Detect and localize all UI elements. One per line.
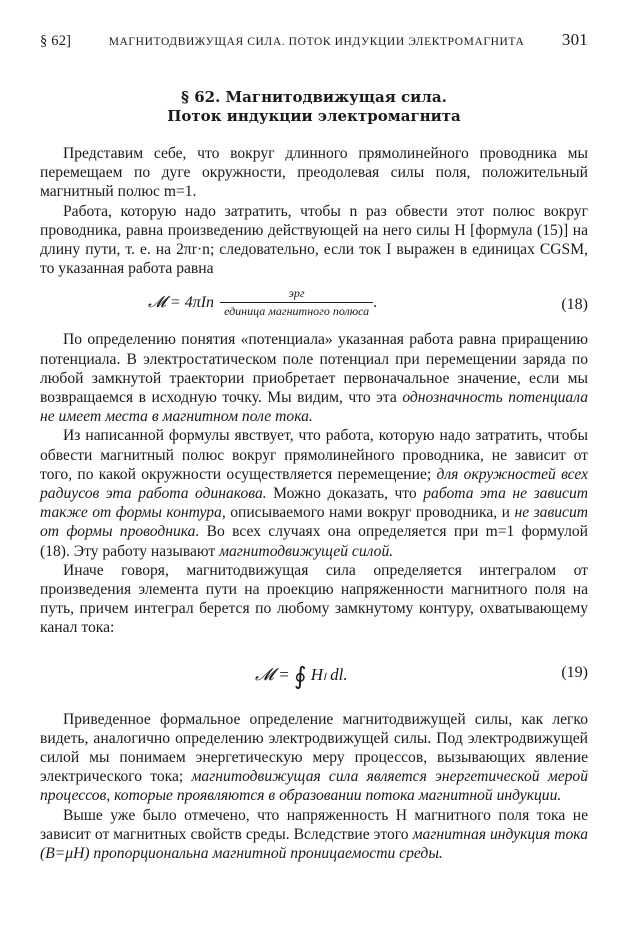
running-head-title: МАГНИТОДВИЖУЩАЯ СИЛА. ПОТОК ИНДУКЦИИ ЭЛЕКТРОМАГНИТА	[108, 36, 525, 48]
paragraph-1: Представим себе, что вокруг длинного прямолинейного проводника мы перемещаем по дуге окружности, преодолевая силы поля, положительный магнитный полюс m=1.	[40, 145, 588, 201]
paragraph-6	[40, 710, 588, 806]
paragraph-3	[40, 330, 588, 426]
paragraph-4-italic-4: магнитодвижущей силой.	[219, 542, 394, 560]
equation-19-rhs: Hₗ dl.	[306, 664, 348, 684]
paragraph-3-italic: однозначность потенциала не имеет места в магнитном поле тока.	[40, 389, 588, 426]
paragraph-4-italic-2: работа эта не зависит также от формы контура,	[40, 485, 588, 522]
paragraph-4	[40, 426, 588, 560]
paragraph-4-text-a: Из написанной формулы явствует, что работа, которую надо затратить, чтобы обвести магнитный полюс вокруг прямолинейного проводника, не зависит от того, по какой окружности осуществляется перемещение;	[40, 427, 588, 483]
paragraph-4-text-b: Можно доказать, что	[266, 485, 424, 503]
equation-18-fraction	[220, 286, 373, 319]
equation-19-lhs: 𝓜 =	[255, 664, 295, 684]
equation-18-lhs: 𝓜 = 4πIn	[148, 293, 215, 311]
paragraph-5: Иначе говоря, магнитодвижущая сила определяется интегралом от произведения элемента пути на проекцию напряженности магнитного поля на путь, причем интеграл берется по любому замкнутому контуру, охватывающему канал тока:	[40, 561, 588, 637]
equation-18-tail: .	[373, 293, 378, 311]
equation-18-numerator: эрг	[288, 286, 305, 301]
paragraph-3-text: По определению понятия «потенциала» указанная работа равна приращению потенциала. В электростатическом поле потенциал при перемещении заряда по любой замкнутой траектории приобретает первоначальное значение, если мы возвращаемся в исходную точку. Мы видим, что эта	[40, 331, 588, 407]
paragraph-4-italic-3: не зависит от формы проводника.	[40, 504, 589, 541]
book-page	[40, 30, 588, 863]
paragraph-4-text-d: Во всех случаях она определяется при m=1 формулой (18). Эту работу называют	[40, 523, 588, 560]
equation-18-denominator: единица магнитного полюса	[220, 302, 373, 319]
equation-19-label: (19)	[561, 663, 588, 681]
equation-19	[40, 638, 588, 710]
paragraph-7-text: Выше уже было отмечено, что напряженность H магнитного поля тока не зависит от магнитных свойств среды. Вследствие этого	[40, 806, 588, 843]
paragraph-4-text-c: описываемого нами вокруг проводника, и	[225, 504, 515, 522]
equation-18-label: (18)	[561, 296, 588, 314]
paragraph-4-italic-1: для окружностей всех радиусов эта работа одинакова.	[40, 465, 588, 503]
paragraph-6-text: Приведенное формальное определение магнитодвижущей силы, как легко видеть, аналогично определению электродвижущей силы. Под электродвижущей силой мы понимаем энергетическую меру процессов, вызывающих явление электрического тока;	[40, 710, 588, 786]
paragraph-6-italic: магнитодвижущая сила является энергетической мерой процессов, которые проявляются в образовании потока магнитной индукции.	[40, 768, 589, 805]
section-heading-line2: Поток индукции электромагнита	[167, 107, 461, 125]
running-head-section: § 62]	[40, 33, 72, 49]
paragraph-2: Работа, которую надо затратить, чтобы n раз обвести этот полюс вокруг проводника, равна произведению действующей на него силы H [формула (15)] на длину пути, т. е. на 2πr·n; следовательно, если ток I выражен в единицах CGSM, то указанная работа равна	[40, 202, 588, 278]
section-heading-line1: § 62. Магнитодвижущая сила.	[181, 88, 447, 106]
contour-integral-symbol: ∮	[294, 663, 307, 690]
paragraph-7	[40, 806, 588, 864]
equation-18	[40, 278, 588, 330]
section-heading	[40, 88, 588, 126]
paragraph-7-italic: магнитная индукция тока (B=μH) пропорциональна магнитной проницаемости среды.	[40, 825, 588, 863]
page-number: 301	[561, 30, 588, 49]
running-head	[40, 30, 588, 54]
